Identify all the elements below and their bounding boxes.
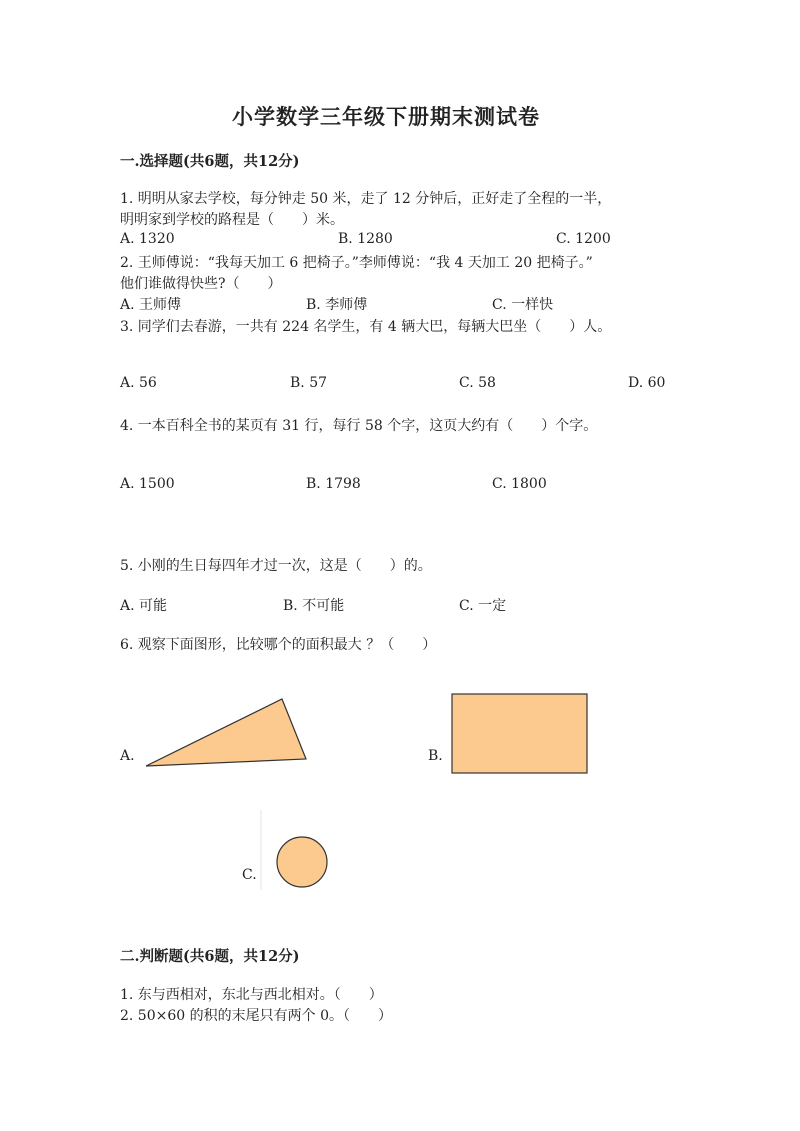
- question-4-line-1: 4. 一本百科全书的某页有 31 行，每行 58 个字，这页大约有（ ）个字。: [120, 418, 598, 434]
- question-6-option-c-label: C.: [242, 867, 257, 883]
- question-1-option-a: A. 1320: [120, 231, 175, 247]
- question-1-line-2: 明明家到学校的路程是（ ）米。: [120, 212, 344, 228]
- question-1-option-b: B. 1280: [338, 231, 393, 247]
- question-1-option-c: C. 1200: [556, 231, 611, 247]
- section-heading-choice: 一.选择题(共6题，共12分): [120, 153, 300, 170]
- question-2-option-c: C. 一样快: [492, 297, 554, 313]
- question-3-option-d: D. 60: [628, 375, 666, 391]
- judgement-question-2: 2. 50×60 的积的末尾只有两个 0。（ ）: [120, 1008, 392, 1024]
- section-heading-judgement: 二.判断题(共6题，共12分): [120, 948, 300, 965]
- question-3-option-a: A. 56: [120, 375, 157, 391]
- rectangle-figure: [450, 692, 590, 776]
- question-6-option-b-label: B.: [428, 748, 443, 764]
- question-5-option-b: B. 不可能: [283, 598, 345, 614]
- question-3-option-b: B. 57: [290, 375, 328, 391]
- circle-figure-divider: [260, 810, 262, 890]
- triangle-figure: [140, 695, 310, 770]
- question-4-option-a: A. 1500: [120, 476, 175, 492]
- question-6-option-a-label: A.: [120, 748, 135, 764]
- page-title: 小学数学三年级下册期末测试卷: [232, 104, 540, 129]
- question-2-option-b: B. 李师傅: [306, 297, 368, 313]
- question-3-option-c: C. 58: [459, 375, 496, 391]
- question-4-option-b: B. 1798: [306, 476, 361, 492]
- question-5-option-c: C. 一定: [459, 598, 507, 614]
- question-3-line-1: 3. 同学们去春游，一共有 224 名学生，有 4 辆大巴，每辆大巴坐（ ）人。: [120, 319, 612, 335]
- judgement-question-1: 1. 东与西相对，东北与西北相对。（ ）: [120, 987, 383, 1003]
- question-2-line-1: 2. 王师傅说：“我每天加工 6 把椅子。”李师傅说：“我 4 天加工 20 把椅子。”: [120, 255, 593, 271]
- question-1-line-1: 1. 明明从家去学校，每分钟走 50 米，走了 12 分钟后，正好走了全程的一半，: [120, 191, 612, 207]
- question-5-option-a: A. 可能: [120, 598, 168, 614]
- circle-figure: [274, 833, 330, 893]
- question-2-line-2: 他们谁做得快些?（ ）: [120, 276, 282, 292]
- question-6-line-1: 6. 观察下面图形，比较哪个的面积最大 ？（ ）: [120, 637, 437, 653]
- question-2-option-a: A. 王师傅: [120, 297, 182, 313]
- question-5-line-1: 5. 小刚的生日每四年才过一次，这是（ ）的。: [120, 558, 432, 574]
- question-4-option-c: C. 1800: [492, 476, 547, 492]
